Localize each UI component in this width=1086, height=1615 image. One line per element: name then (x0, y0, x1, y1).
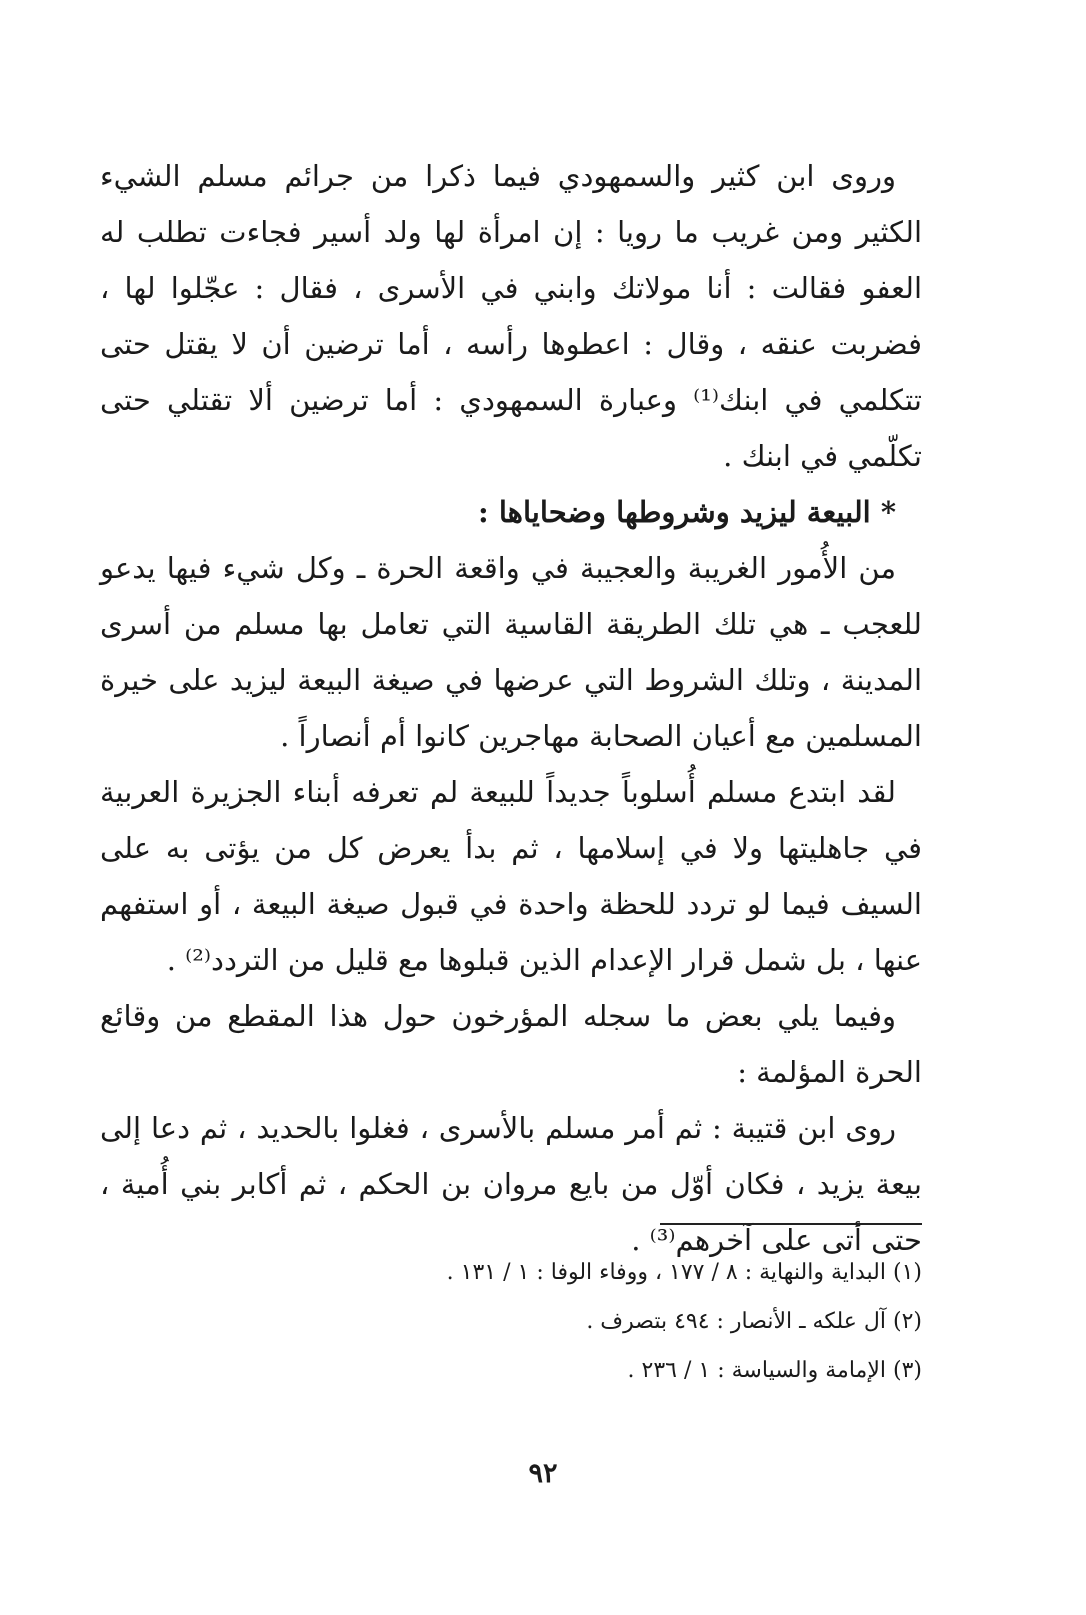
main-text (100, 148, 922, 1268)
page-number: ٩٢ (528, 1458, 558, 1489)
section-heading: * البيعة ليزيد وشروطها وضحاياها : (478, 495, 896, 529)
footnote-3: (٣) الإمامة والسياسة : ١ / ٢٣٦ . (627, 1358, 922, 1383)
paragraph-historians: وفيما يلي بعض ما سجله المؤرخون حول هذا المقطع من وقائع الحرة المؤلمة : (100, 999, 922, 1089)
footnote-divider (660, 1223, 922, 1225)
footnote-1: (١) البداية والنهاية : ٨ / ١٧٧ ، ووفاء الوفا : ١ / ١٣١ . (446, 1260, 922, 1285)
paragraph-new-method: لقد ابتدع مسلم أُسلوباً جديداً للبيعة لم تعرفه أبناء الجزيرة العربية في جاهليتها ولا في إسلامها ، ثم بدأ يعرض كل من يؤتى به على السيف فيما لو تردد للحظة واحدة في قبول صيغة البيعة ، أو استفهم عنها ، بل شمل قرار الإعدام الذين قبلوها مع قليل من التردد⁽²⁾ . (100, 775, 922, 977)
footnotes (100, 1248, 922, 1395)
paragraph-strange-matters: من الأُمور الغريبة والعجيبة في واقعة الحرة ـ وكل شيء فيها يدعو للعجب ـ هي تلك الطريقة القاسية التي تعامل بها مسلم من أسرى المدينة ، وتلك الشروط التي عرضها في صيغة البيعة ليزيد على خيرة المسلمين مع أعيان الصحابة مهاجرين كانوا أم أنصاراً . (100, 551, 923, 753)
paragraph-ibn-kathir: وروى ابن كثير والسمهودي فيما ذكرا من جرائم مسلم الشيء الكثير ومن غريب ما رويا : إن امرأة لها ولد أسير فجاءت تطلب له العفو فقالت : أنا مولاتك وابني في الأسرى ، فقال : عجّلوا لها ، فضربت عنقه ، وقال : اعطوها رأسه ، أما ترضين أن لا يقتل حتى تتكلمي في ابنك⁽¹⁾ وعبارة السمهودي : أما ترضين ألا تقتلي حتى تكلّمي في ابنك . (100, 159, 922, 473)
paragraph-ibn-qutaybah: روى ابن قتيبة : ثم أمر مسلم بالأسرى ، فغلوا بالحديد ، ثم دعا إلى بيعة يزيد ، فكان أوّل من بايع مروان بن الحكم ، ثم أكابر بني أُمية ، حتى أتى على آخرهم⁽³⁾ . (100, 1111, 922, 1257)
footnote-2: (٢) آل علكه ـ الأنصار : ٤٩٤ بتصرف . (586, 1309, 922, 1334)
